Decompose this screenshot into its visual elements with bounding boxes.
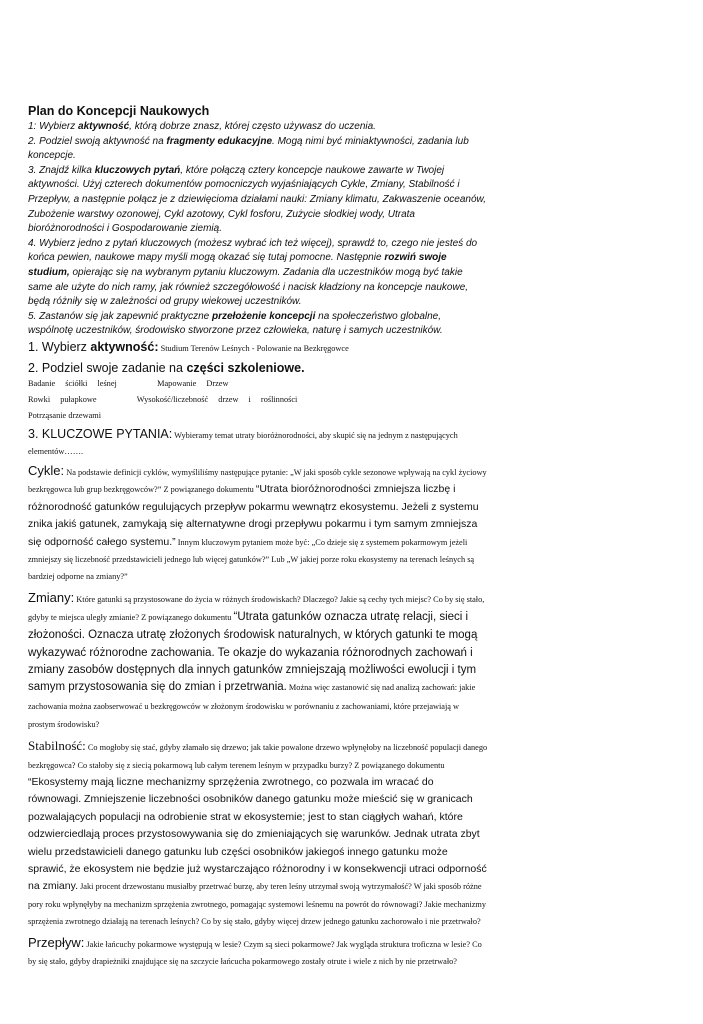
plan-step-text: , które połączą cztery koncepcje naukowe zawarte w Twojej aktywności. Użyj czterech dokumentów pomocniczych wyjaśniających Cykle, Zmiany, Stabilność i Przepływ, a następnie połącz je z dziewięcioma działami nauki: Zmiany klimatu, Zakwaszenie oceanów, Zubożenie warstwy ozonowej, Cykl azotowy, Cykl fosforu, Zużycie słodkiej wody, Utrata bioróżnorodności i Gospodarowanie ziemią. xyxy=(28,164,486,235)
step-2-label: 2. Podziel swoje zadanie na xyxy=(28,360,187,375)
document-page xyxy=(28,104,488,969)
plan-step-5 xyxy=(28,310,488,339)
zmiany-section xyxy=(28,590,488,733)
plan-step-bold: przełożenie koncepcji xyxy=(211,310,316,322)
step-1-line xyxy=(28,340,488,356)
plan-step-bold: aktywność xyxy=(78,121,130,132)
learning-parts-list xyxy=(28,376,488,424)
przeplyw-text: Jakie łańcuchy pokarmowe występują w lesie? Czym są sieci pokarmowe? Jak wygląda struktura troficzna w lesie? Co by się stało, gdyby drapieżniki znajdujące się na szczycie łańcucha pokarmowego zostały otrute i wiele z nich by nie przetrwało? xyxy=(28,939,482,966)
step-1-label: 1. Wybierz xyxy=(28,339,91,354)
plan-step-1 xyxy=(28,120,488,135)
stabilnosc-heading: Stabilność: xyxy=(28,738,86,754)
cykle-text: Na podstawie definicji cyklów, wymyśliliśmy następujące pytanie: „W jaki sposób cykle sezonowe wpływają na cykl życiowy bezkręgowca lub grup bezkręgowców?” Z powiązanego dokumentu xyxy=(28,467,487,495)
plan-step-text: 2. Podziel swoją aktywność na xyxy=(28,135,167,147)
stabilnosc-section xyxy=(28,738,488,929)
przeplyw-heading: Przepływ: xyxy=(28,934,85,950)
plan-step-text: 3. Znajdź kilka xyxy=(28,164,95,176)
stabilnosc-quote: “Ekosystemy mają liczne mechanizmy sprzężenia zwrotnego, co pozwala im wracać do równowagi. Zmniejszenie liczebności osobników danego gatunku może mieścić się w granicach pozwalających populacji na odrobienie strat w ekosystemie; jest to stan ciągłych wahań, które odzwierciedlają proces przystosowywania się do zmieniających się warunków. Jednak utrata zbyt wielu przedstawicieli danego gatunku lub części osobników jakiegoś innego gatunku może sprawić, że ekosystem nie będzie już wystarczająco różnorodny i w konsekwencji utraci odporność na zmiany. xyxy=(28,775,487,893)
przeplyw-section xyxy=(28,935,488,970)
zmiany-text: Które gatunki są przystosowane do życia w różnych środowiskach? Dlaczego? Jakie są cechy tych miejsc? Co by się stało, gdyby te miejsca uległy zmianie? Z powiązanego dokumentu xyxy=(28,594,485,623)
plan-step-bold: fragmenty edukacyjne xyxy=(166,135,273,147)
key-questions-label: 3. KLUCZOWE PYTANIA: xyxy=(28,426,173,441)
step-1-bold: aktywność: xyxy=(90,339,159,354)
plan-step-bold: kluczowych pytań xyxy=(94,164,181,176)
zmiany-quote: “Utrata gatunków oznacza utratę relacji, sieci i złożoności. Oznacza utratę złożonych środowisk naturalnych, w których gatunki te mogą wykazywać różnorodne zachowania. Te okazje do wykazania różnorodnych zachowań i zmiany zasobów dostępnych dla innych gatunków zmniejszają możliwości ewolucji i tym samym przystosowania się do zmian i przetrwania. xyxy=(28,611,478,694)
step-2-bold: części szkoleniowe. xyxy=(186,360,305,375)
list-item: Badanie ściółki leśnej Mapowanie Drzew xyxy=(28,378,229,388)
plan-step-text: 5. Zastanów się jak zapewnić praktyczne xyxy=(28,310,212,322)
plan-step-2 xyxy=(28,135,488,164)
zmiany-text-2: Można więc zastanowić się nad analizą zachowań: jakie zachowania można zaobserwować u bezkręgowców w złożonym środowisku w porównaniu z zachowaniami, które przejawiają w prostym środowisku? xyxy=(28,683,476,729)
cykle-heading: Cykle: xyxy=(28,462,65,478)
key-questions-section xyxy=(28,427,488,459)
key-questions-text: Wybieramy temat utraty bioróżnorodności, aby skupić się na jednym z następujących elementów……. xyxy=(28,430,458,456)
plan-step-bold: rozwiń swoje studium, xyxy=(28,252,447,278)
plan-list xyxy=(28,120,488,339)
cykle-section xyxy=(28,463,488,585)
list-item: Rowki pułapkowe Wysokość/liczebność drzew i roślinności xyxy=(28,394,298,404)
zmiany-heading: Zmiany: xyxy=(28,589,75,605)
stabilnosc-text: Co mogłoby się stać, gdyby złamało się drzewo; jak takie powalone drzewo wpłynęłoby na liczebność populacji danego bezkręgowca? Co stałoby się z siecią pokarmową lub całym terenem leśnym w przypadku burzy? Z powiązanego dokumentu xyxy=(28,743,488,770)
plan-step-3 xyxy=(28,164,488,237)
plan-step-text: , którą dobrze znasz, której często używasz do uczenia. xyxy=(129,121,376,132)
step-2-line xyxy=(28,361,488,375)
plan-step-text: na społeczeństwo globalne, wspólnotę uczestników, środowisko stworzone przez człowieka, naturę i samych uczestników. xyxy=(28,310,443,337)
plan-step-text: 4. Wybierz jedno z pytań kluczowych (możesz wybrać ich też więcej), sprawdź to, czego nie jesteś do końca pewien, naukowe mapy myśli mogą okazać się tutaj pomocne. Następnie xyxy=(28,237,478,264)
plan-step-text: . Mogą nimi być miniaktywności, zadania lub koncepcje. xyxy=(28,135,469,162)
plan-step-4 xyxy=(28,237,488,310)
step-1-value: Studium Terenów Leśnych - Polowanie na Bezkręgowce xyxy=(158,343,349,353)
list-item: Potrząsanie drzewami xyxy=(28,410,102,420)
cykle-text-2: Innym kluczowym pytaniem może być: „Co dzieje się z systemem pokarmowym jeżeli zmniejszy się liczebność przedstawicieli jednego lub więcej gatunków?” Lub „W jakiej porze roku ekosystemy na terenach leśnych są bardziej odporne na zmiany?” xyxy=(28,537,475,582)
stabilnosc-text-2: Jaki procent drzewostanu musiałby przetrwać burzę, aby teren leśny utrzymał swoją wytrzymałość? W jaki sposób różne pory roku wpłynęłyby na mechanizm sprzężenia zwrotnego, pomagając systemowi leśnemu na powrót do równowagi? Jakie mechanizmy sprzężenia zwrotnego działają na terenach leśnych? Co by się stało, gdyby więcej drzew jednego gatunku zachorowało i nie przetrwało? xyxy=(28,882,487,927)
cykle-quote: “Utrata bioróżnorodności zmniejsza liczbę i różnorodność gatunków regulujących przepływ pokarmu wewnątrz ekosystemu. Jeżeli z systemu znika jakiś gatunek, zamykają się alternatywne drogi przepływu pokarmu i tym samym zmniejsza się odporność całego systemu.” xyxy=(28,483,479,548)
plan-step-text: 1: Wybierz xyxy=(28,121,79,132)
plan-step-text: opierając się na wybranym pytaniu kluczowym. Zadania dla uczestników mogą być takie same ale użyte do nich ramy, jak również szczegółowość i nacisk kładziony na koncepcje naukowe, będą różniły się w zależności od grupy wiekowej uczestników. xyxy=(28,266,469,308)
document-title: Plan do Koncepcji Naukowych xyxy=(28,104,210,118)
